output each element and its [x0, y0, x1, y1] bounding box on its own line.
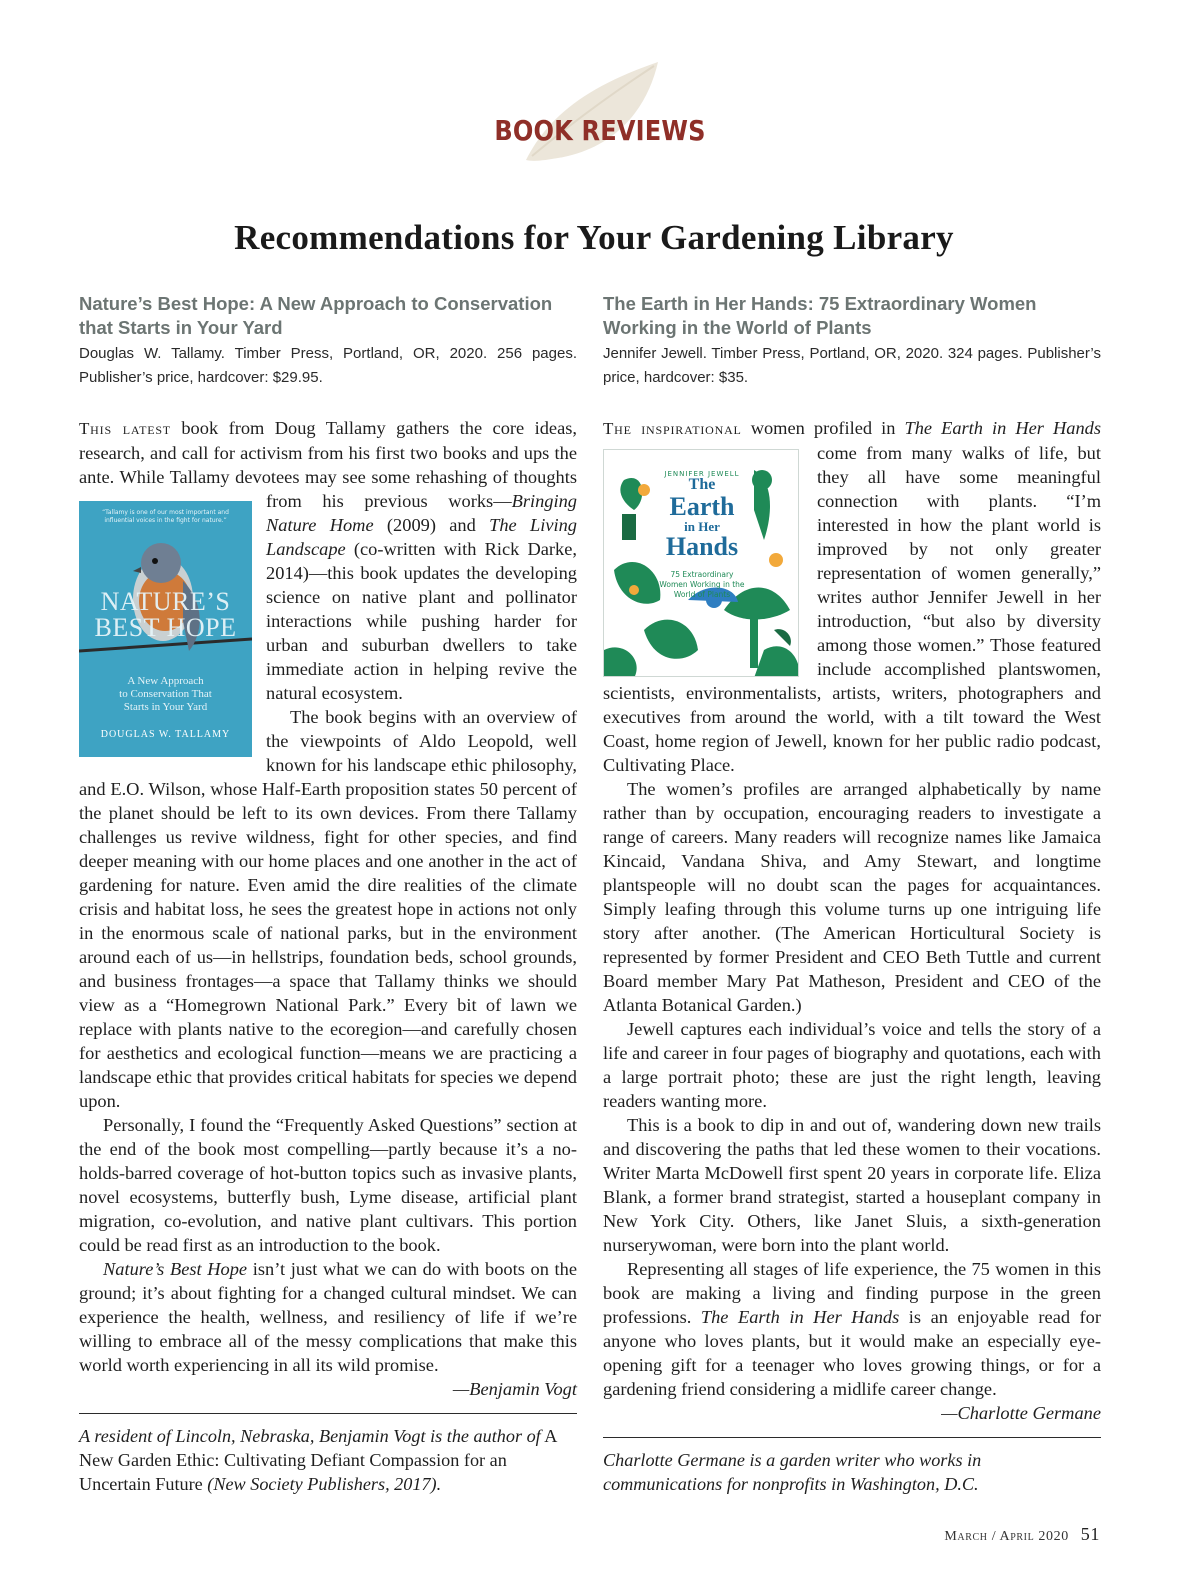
text-run: (2009) and: [373, 515, 490, 535]
book-title: The Earth in Her Hands: 75 Extraordinary Women Working in the World of Plants: [603, 293, 1037, 338]
page-number: 51: [1080, 1524, 1100, 1544]
book-meta: Jennifer Jewell. Timber Press, Portland, OR, 2020. 324 pages. Publisher’s price, hardcover: $35.: [603, 345, 1101, 386]
cover-subtitle: [79, 675, 252, 714]
paragraph: Jewell captures each individual’s voice and tells the story of a life and career in four pages of biography and quotations, each with a large portrait photo; these are just the right length, leaving readers wanting more.: [603, 1019, 1101, 1111]
cover-subtitle-line: 75 Extraordinary: [670, 570, 734, 579]
book-meta: Douglas W. Tallamy. Timber Press, Portland, OR, 2020. 256 pages. Publisher’s price, hardcover: $29.95.: [79, 345, 577, 386]
paragraph: [79, 1257, 577, 1377]
paragraph: Personally, I found the “Frequently Asked Questions” section at the end of the book most compelling—partly because it’s a no-holds-barred coverage of hot-button topics such as invasive plants, novel ecosystems, butterfly bush, Lyme disease, artificial plant migration, co-evolution, and native plant cultivars. This portion could be read first as an introduction to the book.: [79, 1115, 577, 1255]
cover-subtitle-line: Women Working in the: [659, 580, 745, 589]
text-run: isn’t just what we can do with boots on the ground; it’s about fighting for a changed cultural mindset. We can experience the health, wellness, and resiliency of life if we’re willing to embrace all of the messy complications that make this world worth experiencing in all its wild promise.: [79, 1259, 577, 1375]
lead-in: The inspirational: [603, 419, 742, 438]
cover-title-line: in Her: [684, 519, 720, 534]
cover-author: DOUGLAS W. TALLAMY: [100, 729, 231, 740]
reviewer-bio: [603, 1448, 1101, 1496]
cover-title-line: Hands: [665, 532, 739, 561]
paragraph: This is a book to dip in and out of, wandering down new trails and discovering the paths that led these women to their vocations. Writer Marta McDowell first spent 20 years in corporate life. Eliza Blank, a former brand strategist, started a houseplant company in New York City. Others, like Janet Sluis, a sixth-generation nurserywoman, were born into the plant world.: [603, 1115, 1101, 1255]
text-run: Representing all stages of life experience, the 75 women in this book are making a living and finding purpose in the green professions.: [603, 1259, 1101, 1327]
divider: [603, 1437, 1101, 1438]
cover-author: JENNIFER JEWELL: [664, 470, 740, 478]
paragraph: The book begins with an overview of the viewpoints of Aldo Leopold, well known for his landscape ethic philosophy, and E.O. Wilson, whose Half-Earth proposition states 50 percent of the planet should be left to its own devices. From there Tallamy challenges us revive wildness, fight for other species, and find deeper meaning with our home places and one another in the act of gardening for nature. Even amid the dire realities of the climate crisis and habitat loss, he sees the greatest hope in actions not only in the enormous scale of national parks, but in the environment around each of us—in hellstrips, foundation beds, school grounds, and business frontages—a space that Tallamy thinks we should view as a “Homegrown National Park.” Every bit of lawn we replace with plants native to the ecoregion—and carefully chosen for aesthetics and ecological function—means we are practicing a landscape ethic that provides critical habitats for species we depend upon.: [79, 707, 577, 1111]
review-body: [603, 416, 1101, 1425]
cover-title-line: The: [688, 476, 716, 493]
book-cover-image: [603, 449, 799, 677]
cover-title-line: BEST HOPE: [94, 613, 237, 642]
cover-title-line: NATURE’S: [100, 587, 231, 616]
cover-title: [79, 589, 252, 641]
page-headline: Recommendations for Your Gardening Library: [234, 218, 954, 257]
page-footer: [820, 1524, 1100, 1545]
text-run: A resident of Lincoln, Nebraska, Benjamin Vogt is the author of: [79, 1426, 541, 1446]
cover-subtitle-line: to Conservation That: [119, 688, 212, 700]
reviewer-signoff: —Benjamin Vogt: [452, 1379, 577, 1399]
review-body: [79, 416, 577, 1401]
text-run: (co-written with Rick Darke, 2014)—this book updates the developing science on native plant and pollinator interactions while pushing harder for urban and suburban dwellers to take immediate action in helping revive the natural ecosystem.: [266, 539, 577, 703]
lead-in: This latest: [79, 419, 171, 438]
cover-blurb: “Tallamy is one of our most important and influential voices in the fight for nature.”: [102, 509, 229, 524]
review-left: [79, 292, 577, 1496]
cover-subtitle-line: A New Approach: [127, 675, 204, 687]
cover-subtitle-line: Starts in Your Yard: [123, 701, 208, 713]
cover-subtitle: [604, 570, 799, 600]
leaf-icon: [518, 56, 668, 168]
text-run: The Living Landscape: [266, 515, 577, 559]
text-run: come from many walks of life, but they all have some meaningful connection with plants. “I’m interested in how the plant world is improved by not only greater representation of women generally,” writes author Jennifer Jewell in her introduction, “but also by diversity among those women.” Those featured include accomplished plantswomen, scientists, environmentalists, artists, writers, photographers and executives from around the world, with a tilt toward the West Coast, home region of Jewell, known for her public radio podcast, Cultivating Place.: [603, 443, 1101, 775]
reviewer-signoff: —Charlotte Germane: [941, 1403, 1101, 1423]
section-masthead: [0, 52, 1200, 172]
text-run: Charlotte Germane is a garden writer who works in communications for nonprofits in Washington, D.C.: [603, 1450, 982, 1494]
cover-subtitle-line: World of Plants: [673, 590, 731, 599]
text-run: A New Garden Ethic: Cultivating Defiant Compassion for an Uncertain Future: [79, 1426, 557, 1494]
text-run: book from Doug Tallamy gathers the core ideas, research, and call for activism from his first two books and ups the ante. While Tallamy devotees may see some rehashing of thoughts from his previous works—: [79, 418, 577, 511]
book-cover-image: [79, 501, 252, 757]
cover-title: [604, 476, 799, 560]
book-title: Nature’s Best Hope: A New Approach to Conservation that Starts in Your Yard: [79, 293, 553, 338]
divider: [79, 1413, 577, 1414]
text-run: Nature’s Best Hope: [103, 1259, 248, 1279]
text-run: Bringing Nature Home: [266, 491, 577, 535]
paragraph: The women’s profiles are arranged alphabetically by name rather than by occupation, encouraging readers to investigate a range of careers. Many readers will recognize names like Jamaica Kincaid, Vandana Shiva, and Amy Stewart, and longtime plantspeople will no doubt scan the pages for acquaintances. Simply leafing through this volume turns up one intriguing life story after another. (The American Horticultural Society is represented by former President and CEO Beth Tuttle and current Board member Mary Pat Matheson, President and CEO of the Atlanta Botanical Garden.): [603, 779, 1101, 1015]
issue-date: March / April 2020: [944, 1529, 1069, 1544]
reviewer-bio: [79, 1424, 577, 1496]
paragraph: [603, 416, 1101, 777]
paragraph: [603, 1257, 1101, 1401]
text-run: The Earth in Her Hands: [904, 418, 1102, 438]
text-run: is an enjoyable read for anyone who loves plants, but it would make an especially eye-opening gift for a teenager who loves growing things, or for a gardening friend considering a midlife career change.: [603, 1307, 1102, 1399]
text-run: women profiled in: [741, 418, 905, 438]
text-run: The Earth in Her Hands: [700, 1307, 900, 1327]
paragraph: [79, 416, 577, 740]
cover-title-line: Earth: [669, 492, 735, 521]
section-label: BOOK REVIEWS: [494, 114, 706, 147]
text-run: (New Society Publishers, 2017).: [207, 1474, 442, 1494]
review-right: [603, 292, 1101, 1496]
